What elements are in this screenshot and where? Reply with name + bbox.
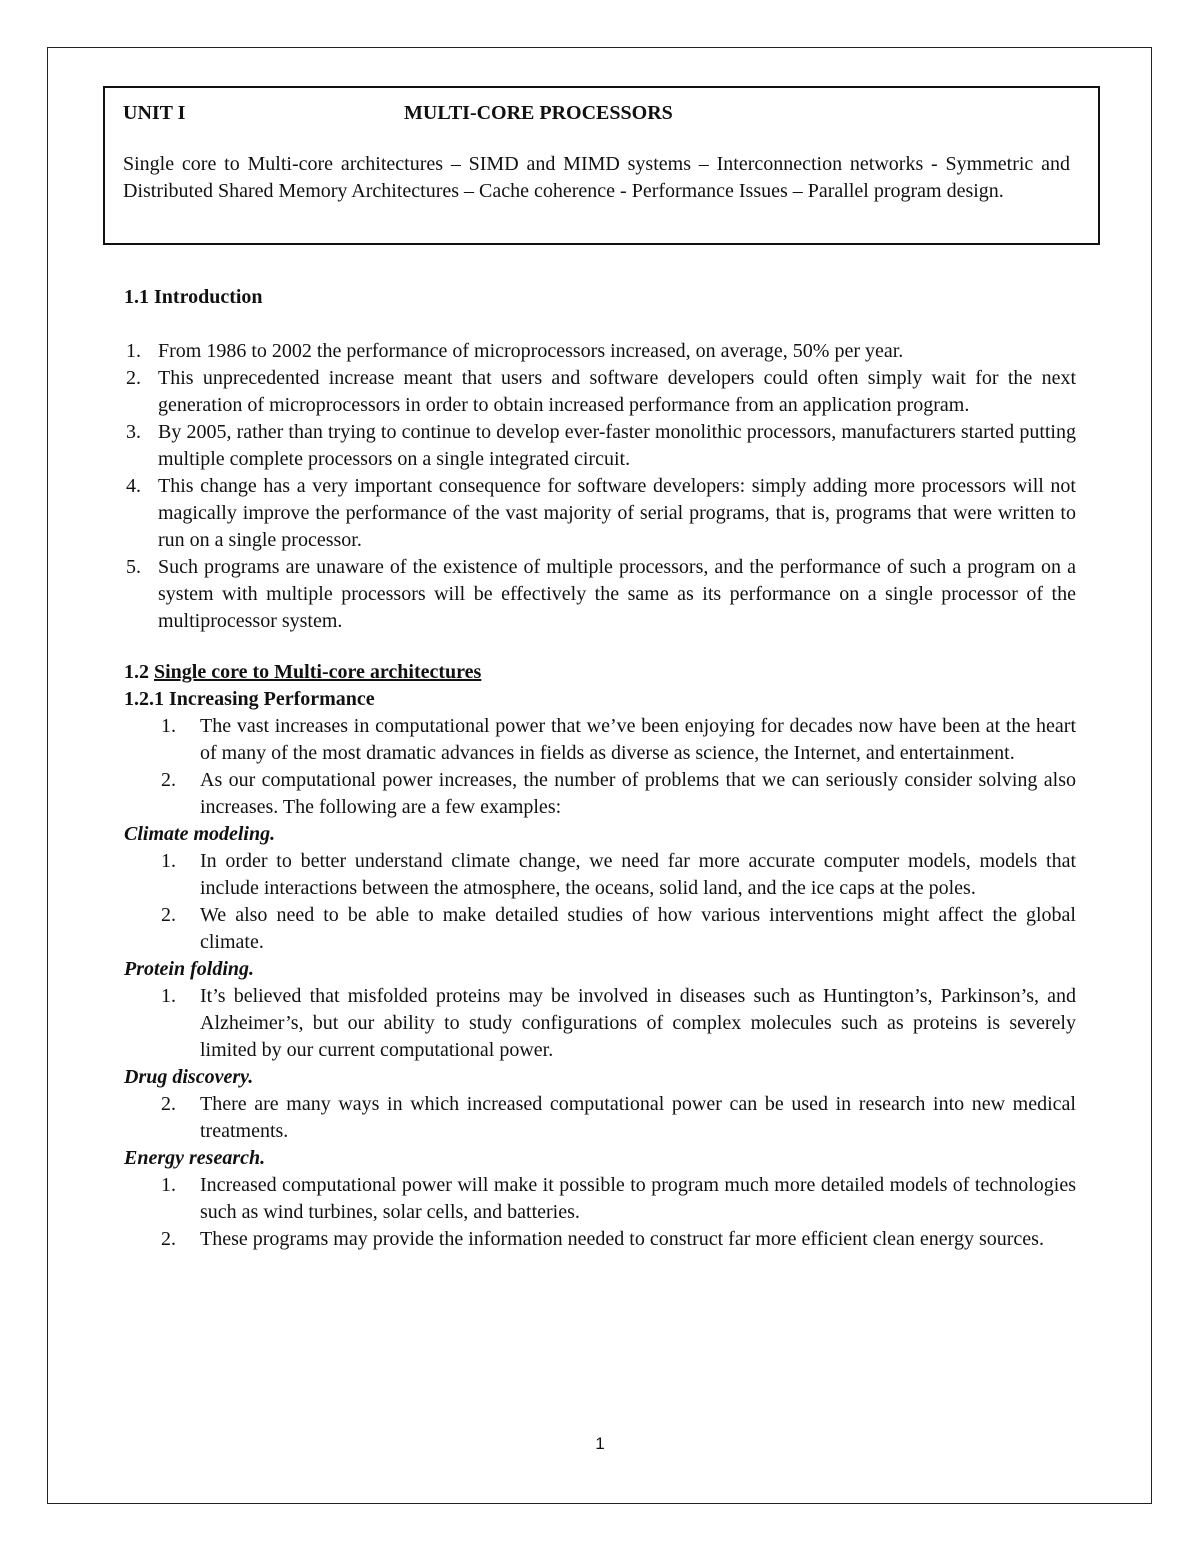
unit-description: Single core to Multi-core architectures – SIMD and MIMD systems – Interconnection networks - Symmetric and Distributed Shared Memory Architectures – Cache coherence - Performance Issues – Parallel program design.: [123, 153, 1070, 202]
energy-research-list: [124, 1172, 1076, 1253]
list-item-text: Increased computational power will make it possible to program much more detailed models of technologies such as wind turbines, solar cells, and batteries.: [200, 1174, 1076, 1223]
list-item: [124, 419, 1076, 473]
list-item: [124, 338, 1076, 365]
list-item-number: 1.: [126, 340, 141, 362]
list-item-number: 2.: [161, 904, 176, 926]
list-item: [124, 365, 1076, 419]
list-item-number: 1.: [161, 1174, 176, 1196]
list-item-text: From 1986 to 2002 the performance of microprocessors increased, on average, 50% per year.: [158, 340, 904, 362]
topic-heading-protein-folding: Protein folding.: [124, 958, 255, 980]
list-item: [124, 902, 1076, 956]
list-item-number: 1.: [161, 985, 176, 1007]
list-item: [124, 713, 1076, 767]
list-item: [124, 848, 1076, 902]
list-item-number: 2.: [161, 1228, 176, 1250]
section-heading-multicore: [124, 659, 1076, 686]
section-heading-introduction: 1.1 Introduction: [124, 286, 263, 308]
list-item-text: This unprecedented increase meant that users and software developers could often simply wait for the next generation of microprocessors in order to obtain increased performance from an application program.: [158, 367, 1076, 416]
list-item-text: This change has a very important consequence for software developers: simply adding more processors will not magically improve the performance of the vast majority of serial programs, that is, programs that were written to run on a single processor.: [158, 475, 1076, 551]
list-item-number: 1.: [161, 850, 176, 872]
list-item-number: 2.: [161, 769, 176, 791]
list-item-number: 5.: [126, 556, 141, 578]
protein-folding-list: [124, 983, 1076, 1064]
list-item-text: We also need to be able to make detailed studies of how various interventions might affect the global climate.: [200, 904, 1076, 953]
list-item-text: Such programs are unaware of the existence of multiple processors, and the performance of such a program on a system with multiple processors will be effectively the same as its performance on a single processor of the multiprocessor system.: [158, 556, 1076, 632]
section-number: 1.2: [124, 661, 149, 683]
drug-discovery-list: [124, 1091, 1076, 1145]
topic-heading-climate-modeling: Climate modeling.: [124, 823, 276, 845]
list-item-number: 4.: [126, 475, 141, 497]
document-body: [124, 284, 1076, 1253]
list-item: [124, 473, 1076, 554]
list-item: [124, 983, 1076, 1064]
list-item-number: 2.: [161, 1093, 176, 1115]
list-item: [124, 767, 1076, 821]
list-item-text: The vast increases in computational power that we’ve been enjoying for decades now have been at the heart of many of the most dramatic advances in fields as diverse as science, the Internet, and entertainment.: [200, 715, 1076, 764]
list-item-text: There are many ways in which increased computational power can be used in research into new medical treatments.: [200, 1093, 1076, 1142]
introduction-list: [124, 338, 1076, 635]
list-item: [124, 554, 1076, 635]
list-item-number: 2.: [126, 367, 141, 389]
list-item: [124, 1172, 1076, 1226]
subsection-heading-increasing-performance: 1.2.1 Increasing Performance: [124, 688, 375, 710]
list-item-number: 1.: [161, 715, 176, 737]
unit-title: MULTI-CORE PROCESSORS: [404, 102, 673, 124]
page-number: 1: [595, 1434, 605, 1453]
list-item-text: These programs may provide the information needed to construct far more efficient clean energy sources.: [200, 1228, 1044, 1250]
topic-heading-energy-research: Energy research.: [124, 1147, 266, 1169]
list-item-number: 3.: [126, 421, 141, 443]
unit-label: UNIT I: [123, 102, 186, 124]
climate-modeling-list: [124, 848, 1076, 956]
list-item: [124, 1226, 1076, 1253]
list-item-text: As our computational power increases, the number of problems that we can seriously consider solving also increases. The following are a few examples:: [200, 769, 1076, 818]
list-item-text: It’s believed that misfolded proteins may be involved in diseases such as Huntington’s, Parkinson’s, and Alzheimer’s, but our ability to study configurations of complex molecules such as proteins is severely limited by our current computational power.: [200, 985, 1076, 1061]
section-title: Single core to Multi-core architectures: [154, 661, 482, 683]
list-item: [124, 1091, 1076, 1145]
list-item-text: By 2005, rather than trying to continue to develop ever-faster monolithic processors, manufacturers started putting multiple complete processors on a single integrated circuit.: [158, 421, 1076, 470]
topic-heading-drug-discovery: Drug discovery.: [124, 1066, 254, 1088]
performance-list: [124, 713, 1076, 821]
list-item-text: In order to better understand climate change, we need far more accurate computer models, models that include interactions between the atmosphere, the oceans, solid land, and the ice caps at the poles.: [200, 850, 1076, 899]
